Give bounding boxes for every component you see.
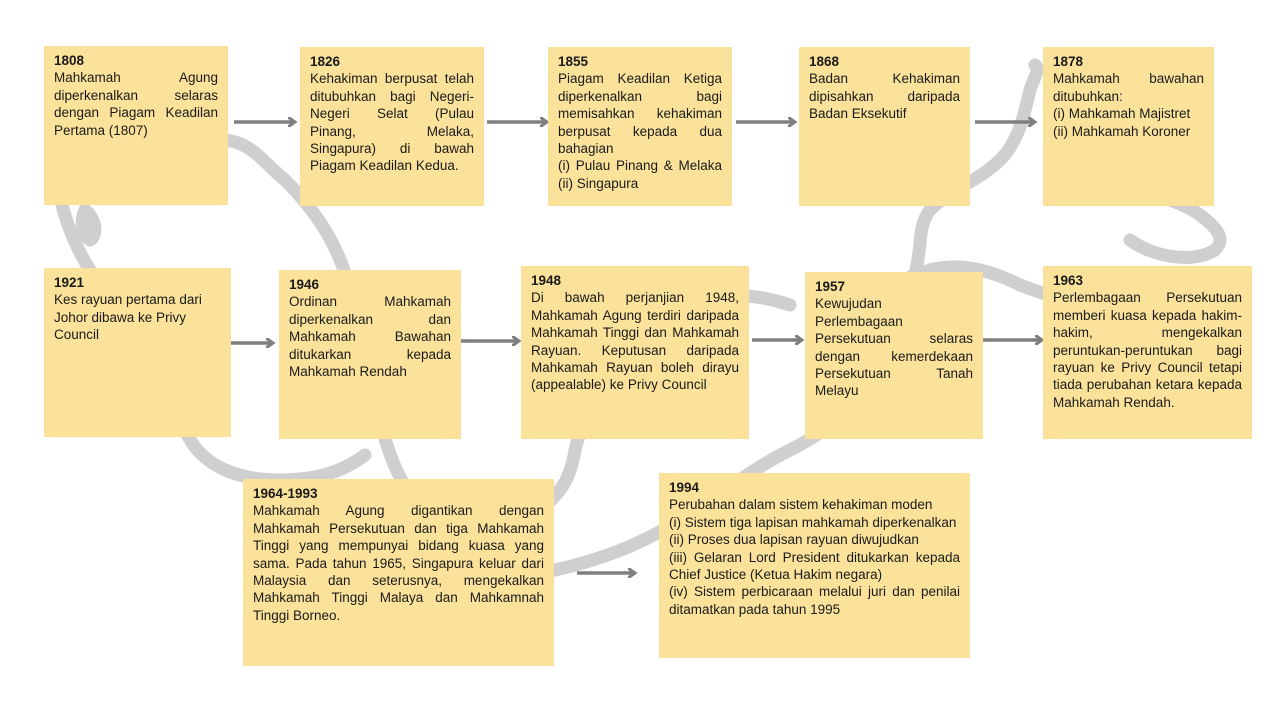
card-text: Mahkamah bawahan ditubuhkan:	[1053, 71, 1204, 104]
card-year: 1963	[1053, 273, 1084, 288]
timeline-card-1855	[548, 47, 732, 206]
timeline-card-1868	[799, 47, 970, 206]
timeline-card-1946	[279, 270, 461, 439]
card-year: 1826	[310, 54, 341, 69]
card-text: (ii) Proses dua lapisan rayuan diwujudkan	[669, 532, 919, 548]
card-year: 1855	[558, 54, 589, 69]
timeline-card-1963	[1043, 266, 1252, 439]
card-year: 1964-1993	[253, 486, 318, 501]
timeline-card-1964-1993	[243, 479, 554, 666]
card-year: 1868	[809, 54, 840, 69]
card-text: Perlembagaan Persekutuan memberi kuasa kepada hakim-hakim, mengekalkan peruntukan-peruntukan bagi rayuan ke Privy Council tetapi tiada perubahan ketara kepada Mahkamah Rendah.	[1053, 290, 1242, 410]
card-year: 1878	[1053, 54, 1084, 69]
card-text: (ii) Mahkamah Koroner	[1053, 123, 1191, 139]
card-text: Mahkamah Agung diperkenalkan selaras dengan Piagam Keadilan Pertama (1807)	[54, 70, 218, 138]
card-year: 1921	[54, 275, 85, 290]
card-text: (i) Pulau Pinang & Melaka (ii) Singapura	[558, 158, 722, 191]
timeline-card-1826	[300, 47, 484, 206]
card-year: 1957	[815, 279, 846, 294]
card-text: Piagam Keadilan Ketiga diperkenalkan bagi memisahkan kehakiman berpusat kepada dua bahagian	[558, 71, 722, 157]
card-year: 1994	[669, 480, 700, 495]
card-text: (i) Sistem tiga lapisan mahkamah diperkenalkan	[669, 514, 957, 530]
timeline-card-1948	[521, 266, 749, 439]
timeline-card-1878	[1043, 47, 1214, 206]
card-text: Kes rayuan pertama dari Johor dibawa ke Privy Council	[54, 292, 202, 343]
card-text: Mahkamah Agung digantikan dengan Mahkamah Persekutuan dan tiga Mahkamah Tinggi yang mempunyai bidang kuasa yang sama. Pada tahun 1965, Singapura keluar dari Malaysia dan seterusnya, mengekalkan Mahkamah Tinggi Malaya dan Mahkamnah Tinggi Borneo.	[253, 503, 544, 623]
timeline-card-1994	[659, 473, 970, 658]
card-text: (iv) Sistem perbicaraan melalui juri dan penilai ditamatkan pada tahun 1995	[669, 584, 960, 617]
card-text: Kehakiman berpusat telah ditubuhkan bagi Negeri-Negeri Selat (Pulau Pinang, Melaka, Singapura) di bawah Piagam Keadilan Kedua.	[310, 71, 474, 174]
timeline-card-1921	[44, 268, 231, 437]
card-year: 1808	[54, 53, 85, 68]
timeline-card-1957	[805, 272, 983, 439]
card-text: Ordinan Mahkamah diperkenalkan dan Mahkamah Bawahan ditukarkan kepada Mahkamah Rendah	[289, 294, 451, 380]
card-text: (iii) Gelaran Lord President ditukarkan kepada Chief Justice (Ketua Hakim negara)	[669, 549, 960, 583]
card-text: Di bawah perjanjian 1948, Mahkamah Agung terdiri daripada Mahkamah Tinggi dan Mahkamah Rayuan. Keputusan daripada Mahkamah Rayuan boleh dirayu (appealable) ke Privy Council	[531, 290, 739, 393]
timeline-card-1808	[44, 46, 228, 205]
card-year: 1946	[289, 277, 320, 292]
card-text: Perubahan dalam sistem kehakiman moden	[669, 497, 933, 513]
card-text: Kewujudan Perlembagaan Persekutuan selaras dengan kemerdekaan Persekutuan Tanah Melayu	[815, 296, 973, 399]
card-text: (i) Mahkamah Majistret	[1053, 106, 1191, 122]
card-text: Badan Kehakiman dipisahkan daripada Badan Eksekutif	[809, 71, 960, 122]
card-year: 1948	[531, 273, 562, 288]
